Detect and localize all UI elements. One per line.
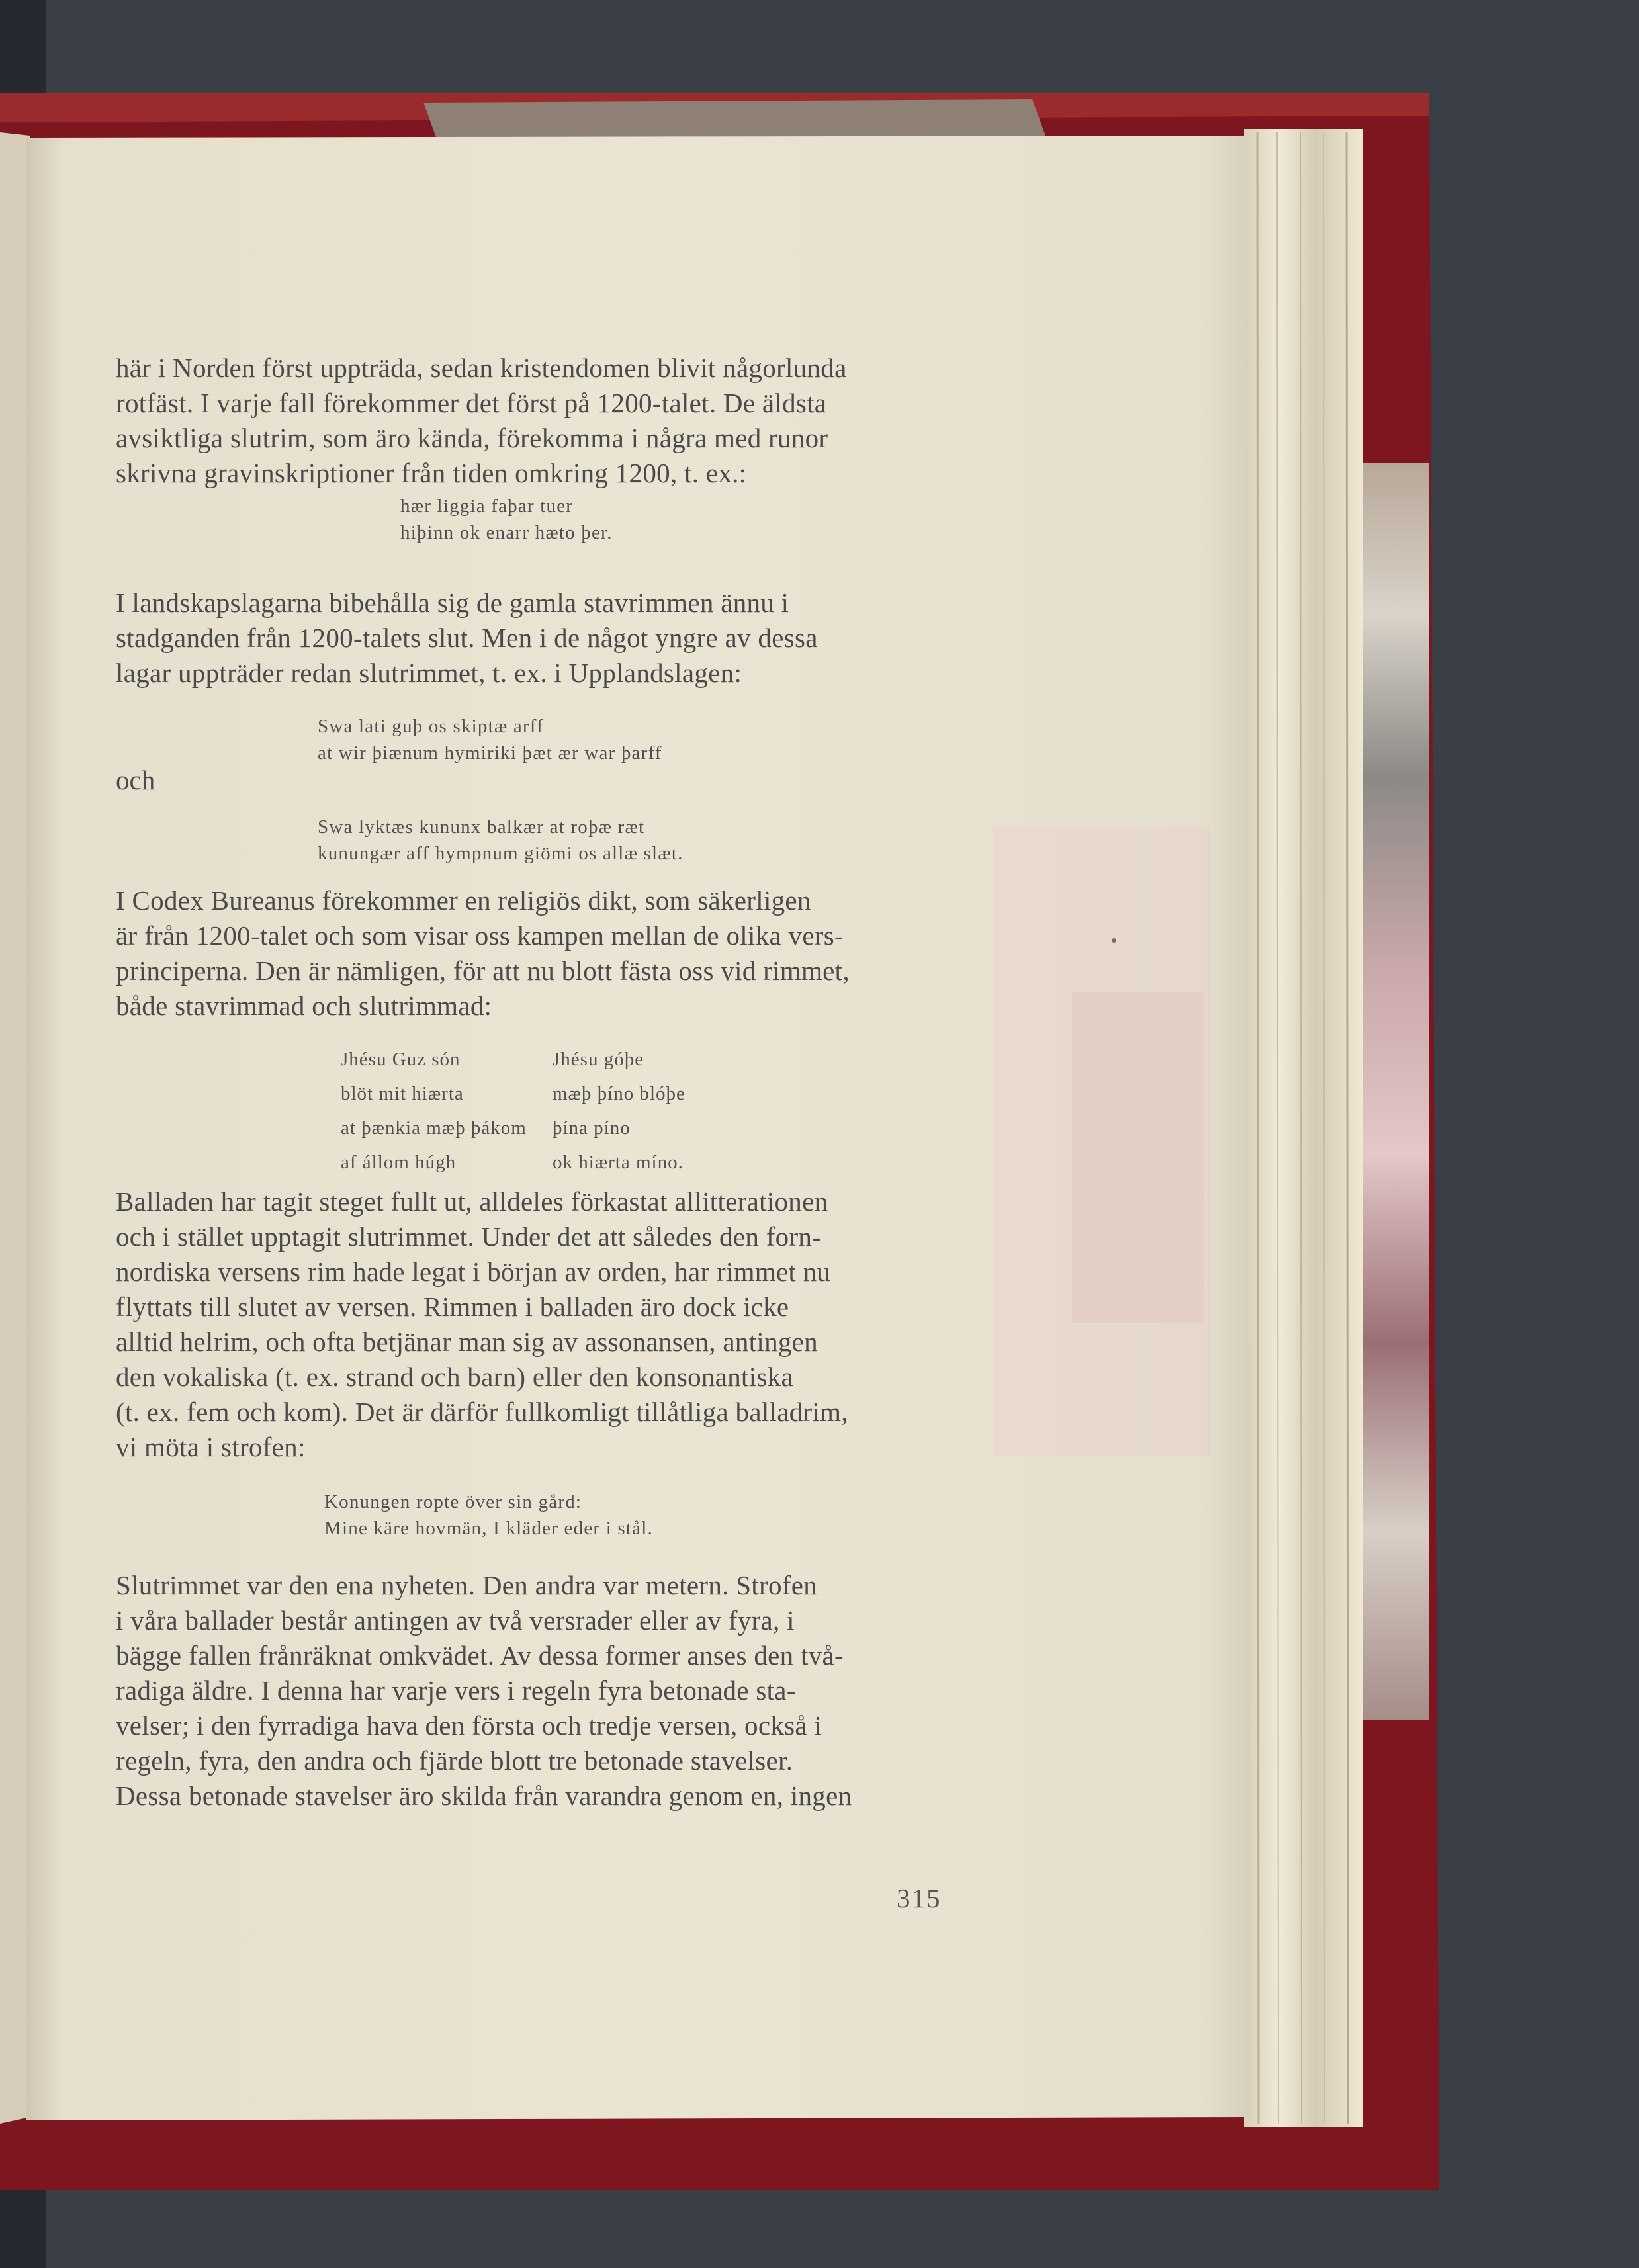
- verse-line: Swa lyktæs kununx balkær at roþæ ræt: [318, 816, 645, 838]
- verse-right: ok hiærta míno.: [553, 1152, 684, 1173]
- paragraph-2: [116, 586, 989, 691]
- verse-line: kunungær aff hympnum giömi os allæ slæt.: [318, 843, 684, 864]
- text-line: i våra ballader består antingen av två versrader eller av fyra, i: [116, 1605, 795, 1636]
- verse-row: [341, 1145, 686, 1180]
- text-line: radiga äldre. I denna har varje vers i regeln fyra betonade sta-: [116, 1675, 796, 1706]
- paragraph-1: [116, 351, 989, 491]
- verse-row: [341, 1042, 686, 1076]
- verse-codex-bureanus: [341, 1042, 686, 1180]
- page-number: 315: [897, 1883, 942, 1913]
- text-line: här i Norden först uppträda, sedan kristendomen blivit någorlunda: [116, 353, 847, 383]
- text-line: den vokaliska (t. ex. strand och barn) eller den konsonantiska: [116, 1362, 793, 1392]
- paper-speck: [1112, 938, 1116, 943]
- text-line: principerna. Den är nämligen, för att nu blott fästa oss vid rimmet,: [116, 955, 850, 986]
- text-line: flyttats till slutet av versen. Rimmen i balladen äro dock icke: [116, 1291, 789, 1322]
- verse-line: hiþinn ok enarr hæto þer.: [400, 522, 613, 543]
- paragraph-4: [116, 1184, 989, 1465]
- text-line: I landskapslagarna bibehålla sig de gamla stavrimmen ännu i: [116, 588, 789, 618]
- paragraph-5: [116, 1568, 989, 1813]
- book-page: [26, 132, 1251, 2117]
- verse-left: at þænkia mæþ þákom: [341, 1117, 527, 1139]
- text-line: lagar uppträder redan slutrimmet, t. ex. i Upplandslagen:: [116, 658, 742, 688]
- verse-left: af állom húgh: [341, 1152, 457, 1173]
- text-line: nordiska versens rim hade legat i början av orden, har rimmet nu: [116, 1256, 831, 1287]
- text-line: regeln, fyra, den andra och fjärde blott tre betonade stavelser.: [116, 1745, 793, 1776]
- text-line: velser; i den fyrradiga hava den första och tredje versen, också i: [116, 1710, 822, 1741]
- verse-ballad: [324, 1489, 653, 1542]
- text-line: och i stället upptagit slutrimmet. Under det att således den forn-: [116, 1221, 822, 1252]
- text-line: avsiktliga slutrim, som äro kända, förekomma i några med runor: [116, 423, 828, 453]
- text-line: Balladen har tagit steget fullt ut, alldeles förkastat allitterationen: [116, 1186, 828, 1217]
- verse-line: Swa lati guþ os skiptæ arff: [318, 716, 544, 737]
- verse-line: hær liggia faþar tuer: [400, 496, 574, 517]
- verse-line: Mine käre hovmän, I kläder eder i stål.: [324, 1518, 653, 1539]
- connector-word: och: [116, 765, 155, 795]
- verse-right: mæþ þíno blóþe: [553, 1083, 686, 1104]
- text-line: I Codex Bureanus förekommer en religiös dikt, som säkerligen: [116, 885, 811, 916]
- text-line: är från 1200-talet och som visar oss kampen mellan de olika vers-: [116, 920, 844, 951]
- text-line: rotfäst. I varje fall förekommer det först på 1200-talet. De äldsta: [116, 388, 827, 418]
- verse-right: þína píno: [553, 1117, 631, 1139]
- text-line: skrivna gravinskriptioner från tiden omkring 1200, t. ex.:: [116, 458, 747, 488]
- text-line: (t. ex. fem och kom). Det är därför fullkomligt tillåtliga balladrim,: [116, 1397, 848, 1427]
- verse-upplandslagen-2: [318, 814, 684, 867]
- text-line: bägge fallen frånräknat omkvädet. Av dessa former anses den två-: [116, 1640, 844, 1671]
- text-line: vi möta i strofen:: [116, 1432, 306, 1462]
- verse-left: blöt mit hiærta: [341, 1083, 464, 1104]
- text-line: alltid helrim, och ofta betjänar man sig av assonansen, antingen: [116, 1327, 818, 1357]
- verse-line: at wir þiænum hymiriki þæt ær war þarff: [318, 742, 662, 763]
- text-line: stadganden från 1200-talets slut. Men i de något yngre av dessa: [116, 623, 818, 653]
- verse-row: [341, 1111, 686, 1145]
- verse-left: Jhésu Guz són: [341, 1049, 461, 1070]
- text-line: både stavrimmad och slutrimmad:: [116, 990, 492, 1021]
- verse-upplandslagen-1: [318, 713, 662, 766]
- paragraph-3: [116, 883, 989, 1024]
- verse-line: Konungen ropte över sin gård:: [324, 1491, 582, 1512]
- text-line: Dessa betonade stavelser äro skilda från varandra genom en, ingen: [116, 1780, 852, 1811]
- verse-runic-inscription: [400, 493, 613, 546]
- verse-right: Jhésu góþe: [553, 1049, 644, 1070]
- text-line: Slutrimmet var den ena nyheten. Den andra var metern. Strofen: [116, 1570, 818, 1600]
- verse-row: [341, 1076, 686, 1111]
